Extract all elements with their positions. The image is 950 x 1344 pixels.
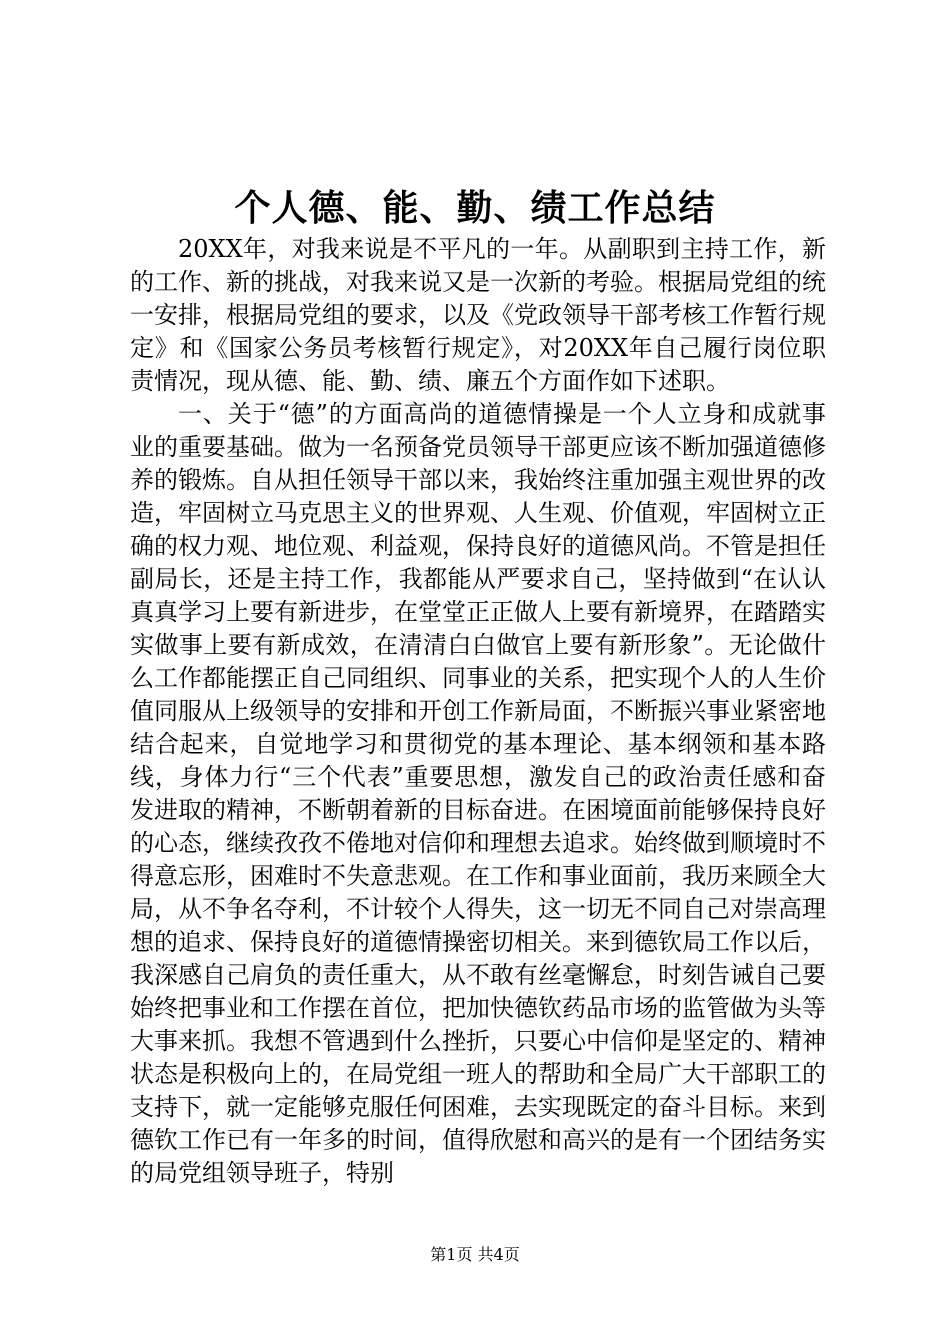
paragraph-virtue: 一、关于“德”的方面高尚的道德情操是一个人立身和成就事业的重要基础。做为一名预备党员领导干部更应该不断加强道德修养的锻炼。自从担任领导干部以来，我始终注重加强主观世界的改造，牢固树立马克思主义的世界观、人生观、价值观，牢固树立正确的权力观、地位观、利益观，保持良好的道德风尚。不管是担任副局长，还是主持工作，我都能从严要求自己，坚持做到“在认认真真学习上要有新进步，在堂堂正正做人上要有新境界，在踏踏实实做事上要有新成效，在清清白白做官上要有新形象”。无论做什么工作都能摆正自己同组织、同事业的关系，把实现个人的人生价值同服从上级领导的安排和开创工作新局面，不断振兴事业紧密地结合起来，自觉地学习和贯彻党的基本理论、基本纲领和基本路线，身体力行“三个代表”重要思想，激发自己的政治责任感和奋发进取的精神，不断朝着新的目标奋进。在困境面前能够保持良好的心态，继续孜孜不倦地对信仰和理想去追求。始终做到顺境时不得意忘形，困难时不失意悲观。在工作和事业面前，我历来顾全大局，从不争名夺利，不计较个人得失，这一切无不同自己对崇高理想的追求、保持良好的道德情操密切相关。来到德钦局工作以后，我深感自己肩负的责任重大，从不敢有丝毫懈怠，时刻告诫自己要始终把事业和工作摆在首位，把加快德钦药品市场的监管做为头等大事来抓。我想不管遇到什么挫折，只要心中信仰是坚定的、精神状态是积极向上的，在局党组一班人的帮助和全局广大干部职工的支持下，就一定能够克服任何困难，去实现既定的奋斗目标。来到德钦工作已有一年多的时间，值得欣慰和高兴的是有一个团结务实的局党组领导班子，特别	[130, 400, 826, 1187]
document-body	[130, 233, 826, 1190]
page-number: 第1页 共4页	[430, 1245, 520, 1264]
paragraph-intro: 20XX年，对我来说是不平凡的一年。从副职到主持工作，新的工作、新的挑战，对我来说又是一次新的考验。根据局党组的统一安排，根据局党组的要求，以及《党政领导干部考核工作暂行规定》和《国家公务员考核暂行规定》，对20XX年自己履行岗位职责情况，现从德、能、勤、绩、廉五个方面作如下述职。	[130, 235, 826, 395]
document-title: 个人德、能、勤、绩工作总结	[234, 187, 716, 229]
